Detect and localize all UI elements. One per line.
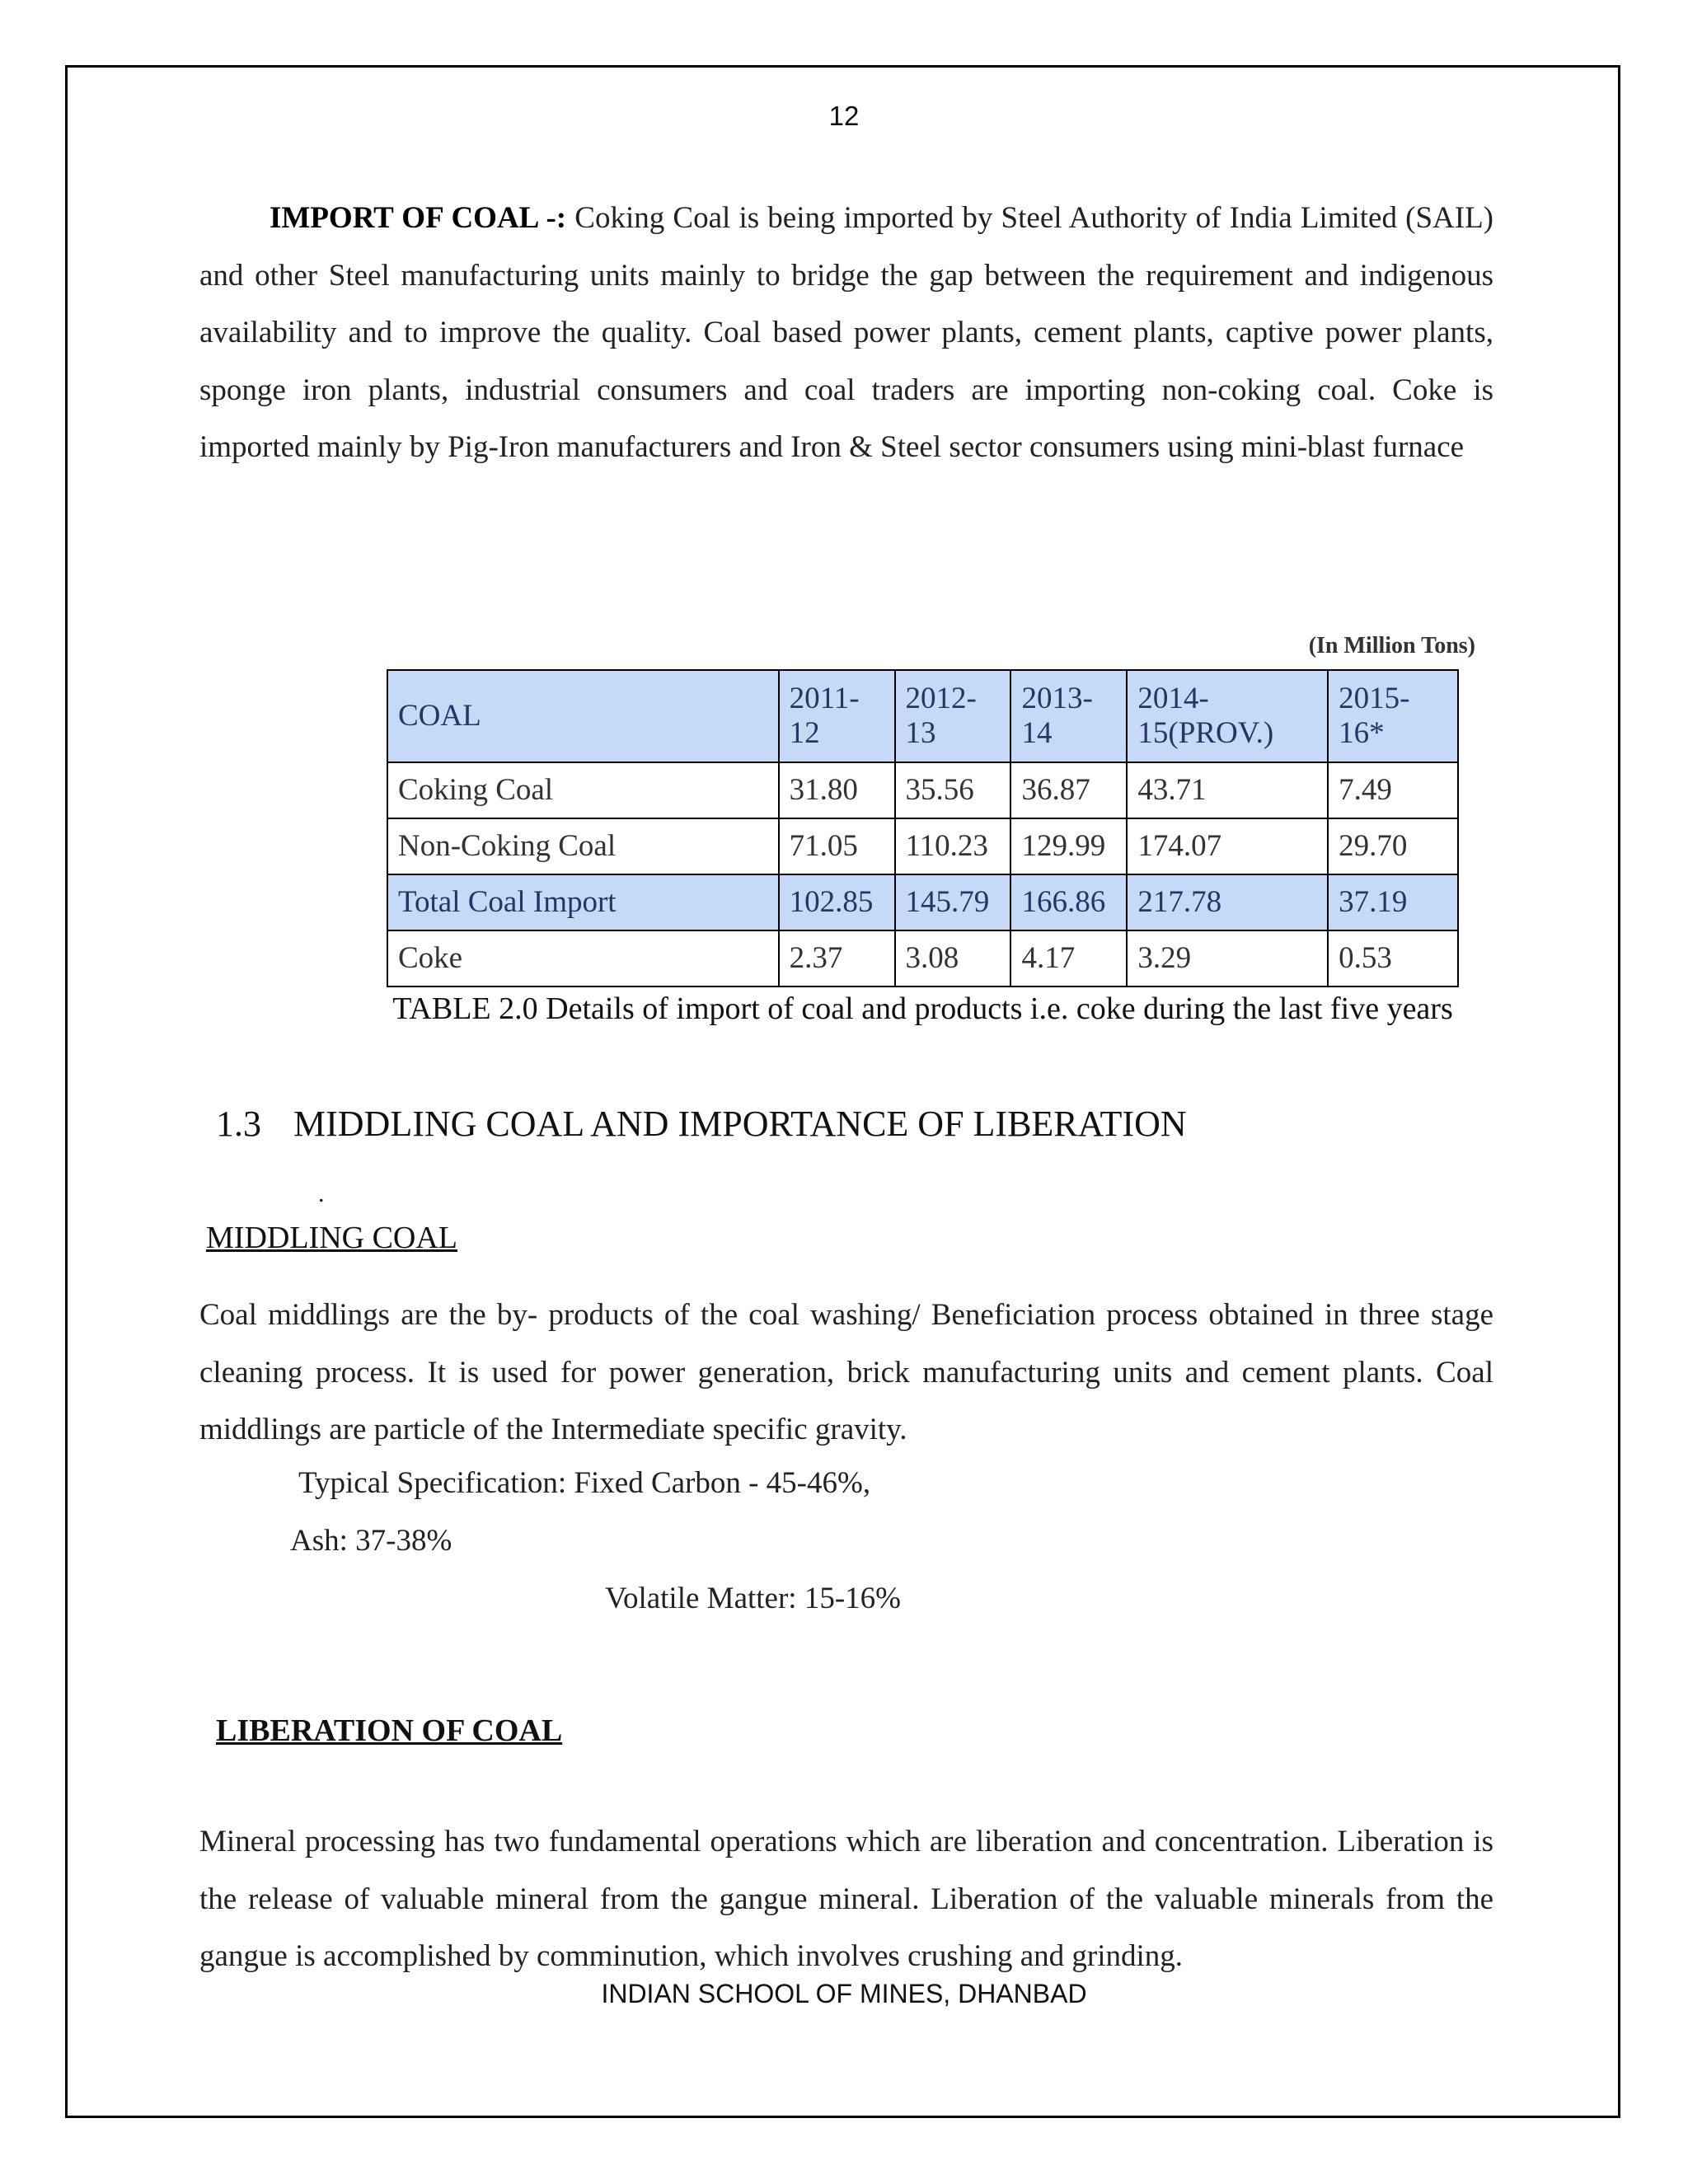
page-number: 12	[828, 101, 860, 131]
table-cell: 2.37	[779, 930, 895, 987]
table-cell: 102.85	[779, 874, 895, 930]
table-cell: 71.05	[779, 818, 895, 874]
import-of-coal-paragraph	[199, 190, 1493, 476]
middling-coal-paragraph: Coal middlings are the by- products of the coal washing/ Beneficiation process obtained in three stage cleaning process. It is used for power generation, brick manufacturing units and cement plants. Coal middlings are particle of the Intermediate specific gravity.	[199, 1298, 1493, 1447]
table-cell: 166.86	[1010, 874, 1127, 930]
table-cell: 174.07	[1127, 818, 1328, 874]
table-cell: 145.79	[895, 874, 1011, 930]
section-number: 1.3	[216, 1104, 261, 1144]
table-cell: 7.49	[1328, 762, 1458, 818]
table-header-cell: COAL	[387, 670, 779, 762]
import-of-coal-heading: IMPORT OF COAL -:	[270, 201, 567, 235]
table-cell: 217.78	[1127, 874, 1328, 930]
table-cell: 110.23	[895, 818, 1011, 874]
table-cell: 4.17	[1010, 930, 1127, 987]
table-cell: 31.80	[779, 762, 895, 818]
section-heading-1-3	[216, 1103, 1187, 1145]
table-cell: Non-Coking Coal	[387, 818, 779, 874]
liberation-paragraph: Mineral processing has two fundamental operations which are liberation and concentration. Liberation is the release of valuable mineral from the gangue mineral. Liberation of the valuable minerals from the gangue is accomplished by comminution, which involves crushing and grinding.	[199, 1825, 1493, 1974]
page-footer: INDIAN SCHOOL OF MINES, DHANBAD	[601, 1979, 1087, 2008]
table-cell: 36.87	[1010, 762, 1127, 818]
table-row-total	[387, 874, 1458, 930]
table-cell: Total Coal Import	[387, 874, 779, 930]
spec-fixed-carbon: Typical Specification: Fixed Carbon - 45-46%,	[298, 1466, 871, 1500]
table-header-cell: 2014- 15(PROV.)	[1127, 670, 1328, 762]
section-title: MIDDLING COAL AND IMPORTANCE OF LIBERATION	[293, 1104, 1187, 1144]
table-header-cell: 2015- 16*	[1328, 670, 1458, 762]
table-cell: 129.99	[1010, 818, 1127, 874]
coal-import-table	[387, 669, 1459, 987]
table-cell: Coke	[387, 930, 779, 987]
table-row	[387, 930, 1458, 987]
table-caption: TABLE 2.0 Details of import of coal and products i.e. coke during the last five years	[392, 991, 1453, 1026]
table-cell: 3.29	[1127, 930, 1328, 987]
liberation-of-coal-heading: LIBERATION OF COAL	[216, 1713, 563, 1748]
table-header-row	[387, 670, 1458, 762]
table-header-cell: 2013- 14	[1010, 670, 1127, 762]
table-cell: 37.19	[1328, 874, 1458, 930]
spec-volatile-matter: Volatile Matter: 15-16%	[605, 1582, 901, 1615]
table-cell: Coking Coal	[387, 762, 779, 818]
table-header-cell: 2011- 12	[779, 670, 895, 762]
import-of-coal-text: Coking Coal is being imported by Steel Authority of India Limited (SAIL) and other Steel manufacturing units mainly to bridge the gap between the requirement and indigenous availability and to improve the quality. Coal based power plants, cement plants, captive power plants, sponge iron plants, industrial consumers and coal traders are importing non-coking coal. Coke is imported mainly by Pig-Iron manufacturers and Iron & Steel sector consumers using mini-blast furnace	[199, 201, 1493, 465]
table-cell: 3.08	[895, 930, 1011, 987]
table-cell: 0.53	[1328, 930, 1458, 987]
table-cell: 35.56	[895, 762, 1011, 818]
table-header-cell: 2012- 13	[895, 670, 1011, 762]
table-cell: 43.71	[1127, 762, 1328, 818]
stray-dot: .	[318, 1180, 325, 1207]
spec-ash: Ash: 37-38%	[290, 1524, 452, 1558]
table-row	[387, 818, 1458, 874]
table-cell: 29.70	[1328, 818, 1458, 874]
table-row	[387, 762, 1458, 818]
middling-coal-heading: MIDDLING COAL	[206, 1221, 458, 1255]
table-units-note: (In Million Tons)	[1308, 633, 1475, 658]
